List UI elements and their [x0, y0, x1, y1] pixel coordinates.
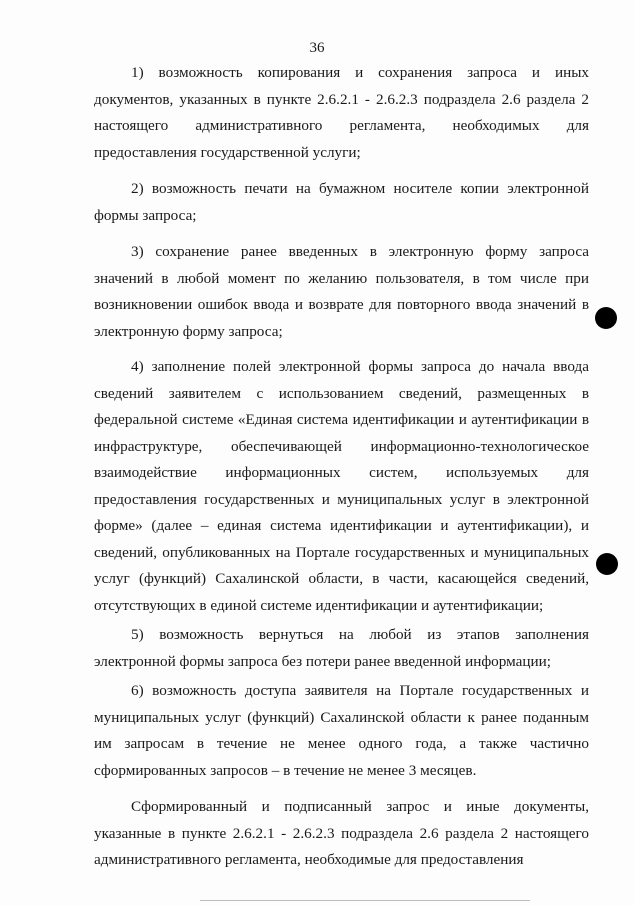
paragraph-item-3: 3) сохранение ранее введенных в электронную форму запроса значений в любой момент по желанию пользователя, в том числе при возникновении ошибок ввода и возврате для повторного ввода значений в электронную форму запроса; — [94, 243, 589, 340]
scan-artifact-line — [200, 900, 530, 901]
page-number: 36 — [309, 40, 325, 56]
paragraph-final: Сформированный и подписанный запрос и иные документы, указанные в пункте 2.6.2.1 - 2.6.2.3 подраздела 2.6 раздела 2 настоящего административного регламента, необходимые для предоставления — [94, 798, 589, 868]
punch-hole-mark — [596, 553, 618, 575]
punch-hole-mark — [595, 307, 617, 329]
paragraph-item-6: 6) возможность доступа заявителя на Портале государственных и муниципальных услуг (функций) Сахалинской области к ранее поданным им запросам в течение не менее одного года, а также частично сформированных запросов – в течение не менее 3 месяцев. — [94, 682, 589, 779]
paragraph-item-5: 5) возможность вернуться на любой из этапов заполнения электронной формы запроса без потери ранее введенной информации; — [94, 626, 589, 670]
paragraph-item-4: 4) заполнение полей электронной формы запроса до начала ввода сведений заявителем с использованием сведений, размещенных в федеральной системе «Единая система идентификации и аутентификации в инфраструктуре, обеспечивающей информационно-технологическое взаимодействие информационных систем, используемых для предоставления государственных и муниципальных услуг в электронной форме» (далее – единая система идентификации и аутентификации), и сведений, опубликованных на Портале государственных и муниципальных услуг (функций) Сахалинской области, в части, касающейся сведений, отсутствующих в единой системе идентификации и аутентификации; — [94, 358, 589, 614]
document-body — [94, 60, 589, 874]
paragraph-item-1: 1) возможность копирования и сохранения запроса и иных документов, указанных в пункте 2.6.2.1 - 2.6.2.3 подраздела 2.6 раздела 2 настоящего административного регламента, необходимых для предоставления государственной услуги; — [94, 64, 589, 161]
paragraph-item-2: 2) возможность печати на бумажном носителе копии электронной формы запроса; — [94, 180, 589, 224]
